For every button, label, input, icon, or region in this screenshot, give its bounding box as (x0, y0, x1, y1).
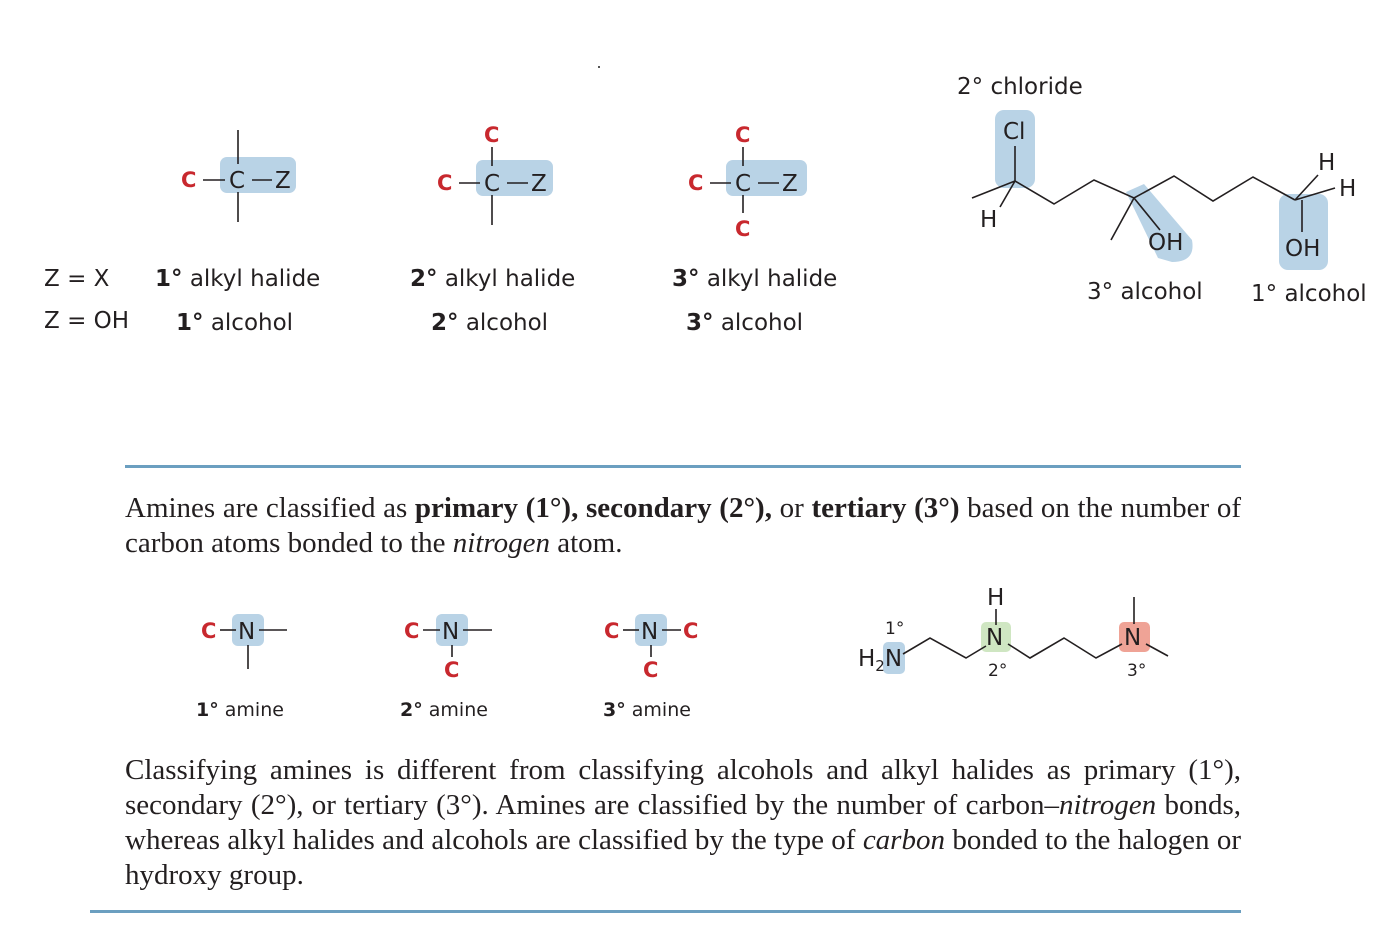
carbon-atom-left: C (437, 171, 453, 195)
nitrogen-atom: N (238, 619, 256, 645)
polyamine-molecule (858, 585, 1168, 681)
oh-atom-primary: OH (1285, 236, 1321, 262)
structure-1-degree (181, 130, 296, 222)
z-group: Z (275, 168, 291, 194)
carbon-atom: C (201, 619, 217, 643)
structure-2-degree (437, 123, 553, 225)
oh-atom-tertiary: OH (1148, 230, 1184, 256)
label-1-alcohol-example: 1° alcohol (1251, 281, 1367, 307)
carbon-atom-top: C (484, 123, 500, 147)
z-group: Z (782, 171, 798, 197)
carbon-atom-left: C (688, 171, 704, 195)
classification-note-text: Classifying amines is different from classifying alcohols and alkyl halides as primary (1°), secondary (2°), or tertiary (3°). Amines are classified by the number of carbon–nitrogen bonds, whereas alkyl halides and alcohols are classified by the type of carbon bonded to the halogen or hydroxy group. (125, 754, 1241, 891)
amine-3-structure (604, 614, 698, 682)
h-atom-left: H (980, 207, 998, 233)
example-molecule (972, 110, 1356, 270)
h-atom-top: H (1318, 150, 1336, 176)
divider-bottom (90, 910, 1241, 913)
carbon-atom-left: C (404, 619, 420, 643)
label-2-alkyl-halide: 2° alkyl halide (410, 266, 576, 292)
label-3-alcohol-example: 3° alcohol (1087, 279, 1203, 305)
cl-atom: Cl (1003, 119, 1026, 145)
amine-definition-text: Amines are classified as primary (1°), secondary (2°), or tertiary (3°) based on the number of carbon atoms bonded to the nitrogen atom. (125, 492, 1241, 559)
label-3-alcohol: 3° alcohol (686, 310, 804, 336)
label-2-chloride: 2° chloride (957, 74, 1083, 100)
degree-2-label: 2° (988, 661, 1008, 681)
h-atom: H (987, 585, 1005, 611)
nitrogen-atom: N (641, 619, 659, 645)
label-1-alcohol: 1° alcohol (176, 310, 294, 336)
degree-3-label: 3° (1127, 661, 1147, 681)
nitrogen-tertiary: N (1124, 625, 1142, 651)
h2n-label: $H_2N$ (858, 646, 903, 675)
center-carbon: C (484, 171, 501, 197)
nitrogen-atom: N (442, 619, 460, 645)
h-atom-right: H (1339, 176, 1357, 202)
divider-top (125, 465, 1241, 468)
stray-dot (598, 66, 600, 68)
label-2-amine: 2° amine (400, 699, 488, 721)
carbon-atom-bottom: C (643, 658, 659, 682)
label-1-amine: 1° amine (196, 699, 284, 721)
nitrogen-secondary: N (986, 625, 1004, 651)
structure-3-degree (688, 123, 807, 241)
label-3-amine: 3° amine (603, 699, 691, 721)
carbon-atom-left: C (604, 619, 620, 643)
degree-1-label: 1° (885, 619, 905, 639)
carbon-atom-bottom: C (444, 658, 460, 682)
carbon-atom-bottom: C (735, 217, 751, 241)
label-3-alkyl-halide: 3° alkyl halide (672, 266, 838, 292)
center-carbon: C (735, 171, 752, 197)
amine-2-structure (404, 614, 492, 682)
label-2-alcohol: 2° alcohol (431, 310, 549, 336)
label-1-alkyl-halide: 1° alkyl halide (155, 266, 321, 292)
carbon-atom-top: C (735, 123, 751, 147)
z-group: Z (531, 171, 547, 197)
row-label-alcohol: Z = OH (44, 308, 130, 334)
row-label-halide: Z = X (44, 266, 110, 292)
carbon-atom: C (181, 168, 197, 192)
amine-1-structure (201, 614, 287, 669)
center-carbon: C (229, 168, 246, 194)
carbon-atom-right: C (683, 619, 699, 643)
